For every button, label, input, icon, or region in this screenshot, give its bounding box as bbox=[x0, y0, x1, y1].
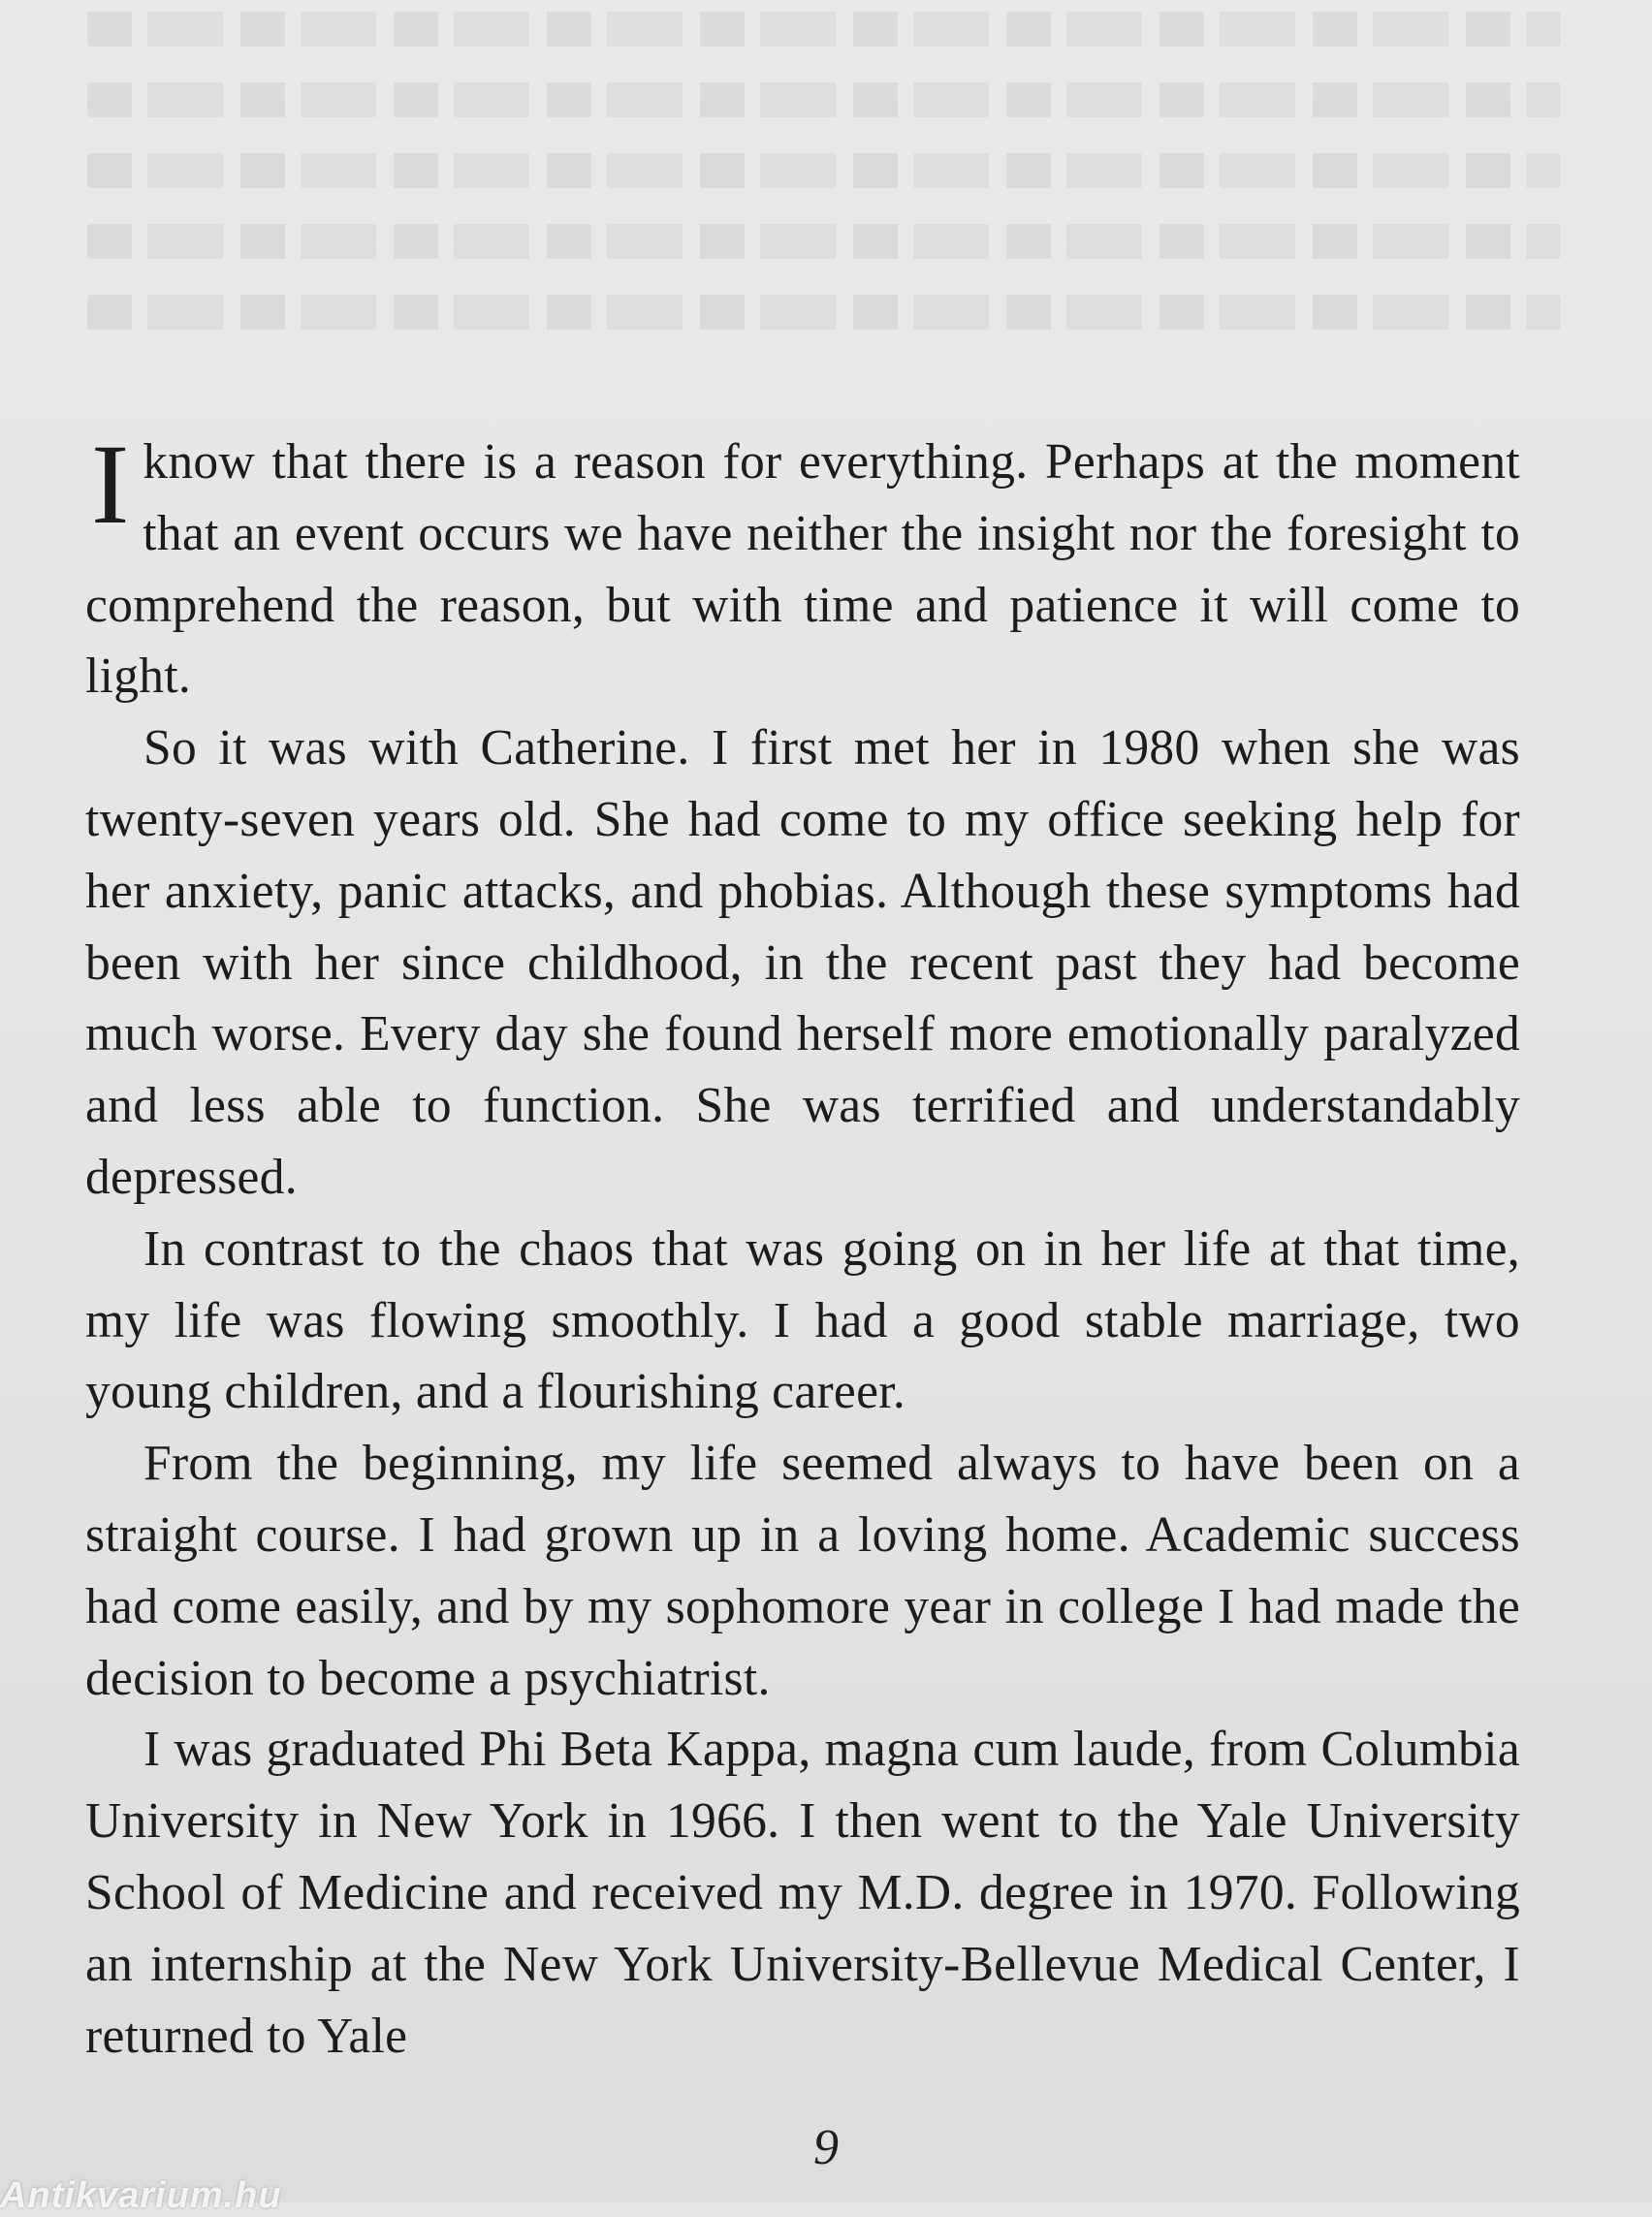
paragraph-3: In contrast to the chaos that was going on in her life at that time, my life was flowing smoothly. I had a good stable marriage, two young children, and a flourishing career. bbox=[85, 1220, 1520, 1420]
body-text bbox=[85, 421, 1520, 2072]
paragraph-4: From the beginning, my life seemed always to have been on a straight course. I had grown up in a loving home. Academic success had come easily, and by my sophomore year in college I had made the decision to become a psychiatrist. bbox=[85, 1436, 1520, 1706]
bleed-through-text bbox=[87, 12, 1561, 390]
drop-cap: I bbox=[91, 421, 130, 548]
paragraph-1 bbox=[85, 421, 1520, 713]
paragraph-2: So it was with Catherine. I first met her in 1980 when she was twenty-seven years old. She had come to my office seeking help for her anxiety, panic attacks, and phobias. Although these symptoms had been with her since childhood, in the recent past they had become much worse. Every day she found herself more emotionally paralyzed and less able to function. She was terrified and understandably depressed. bbox=[85, 720, 1520, 1205]
watermark: Antikvarium.hu bbox=[0, 2175, 282, 2216]
paragraph-1-text: know that there is a reason for everything. Perhaps at the moment that an event occurs we have neither the insight nor the foresight to comprehend the reason, but with time and patience it will come to light. bbox=[85, 434, 1520, 705]
paragraph-5: I was graduated Phi Beta Kappa, magna cum laude, from Columbia University in New York in 1966. I then went to the Yale University School of Medicine and received my M.D. degree in 1970. Following an internship at the New York University-Bellevue Medical Center, I returned to Yale bbox=[85, 1722, 1520, 2064]
page-number: 9 bbox=[813, 2120, 839, 2175]
